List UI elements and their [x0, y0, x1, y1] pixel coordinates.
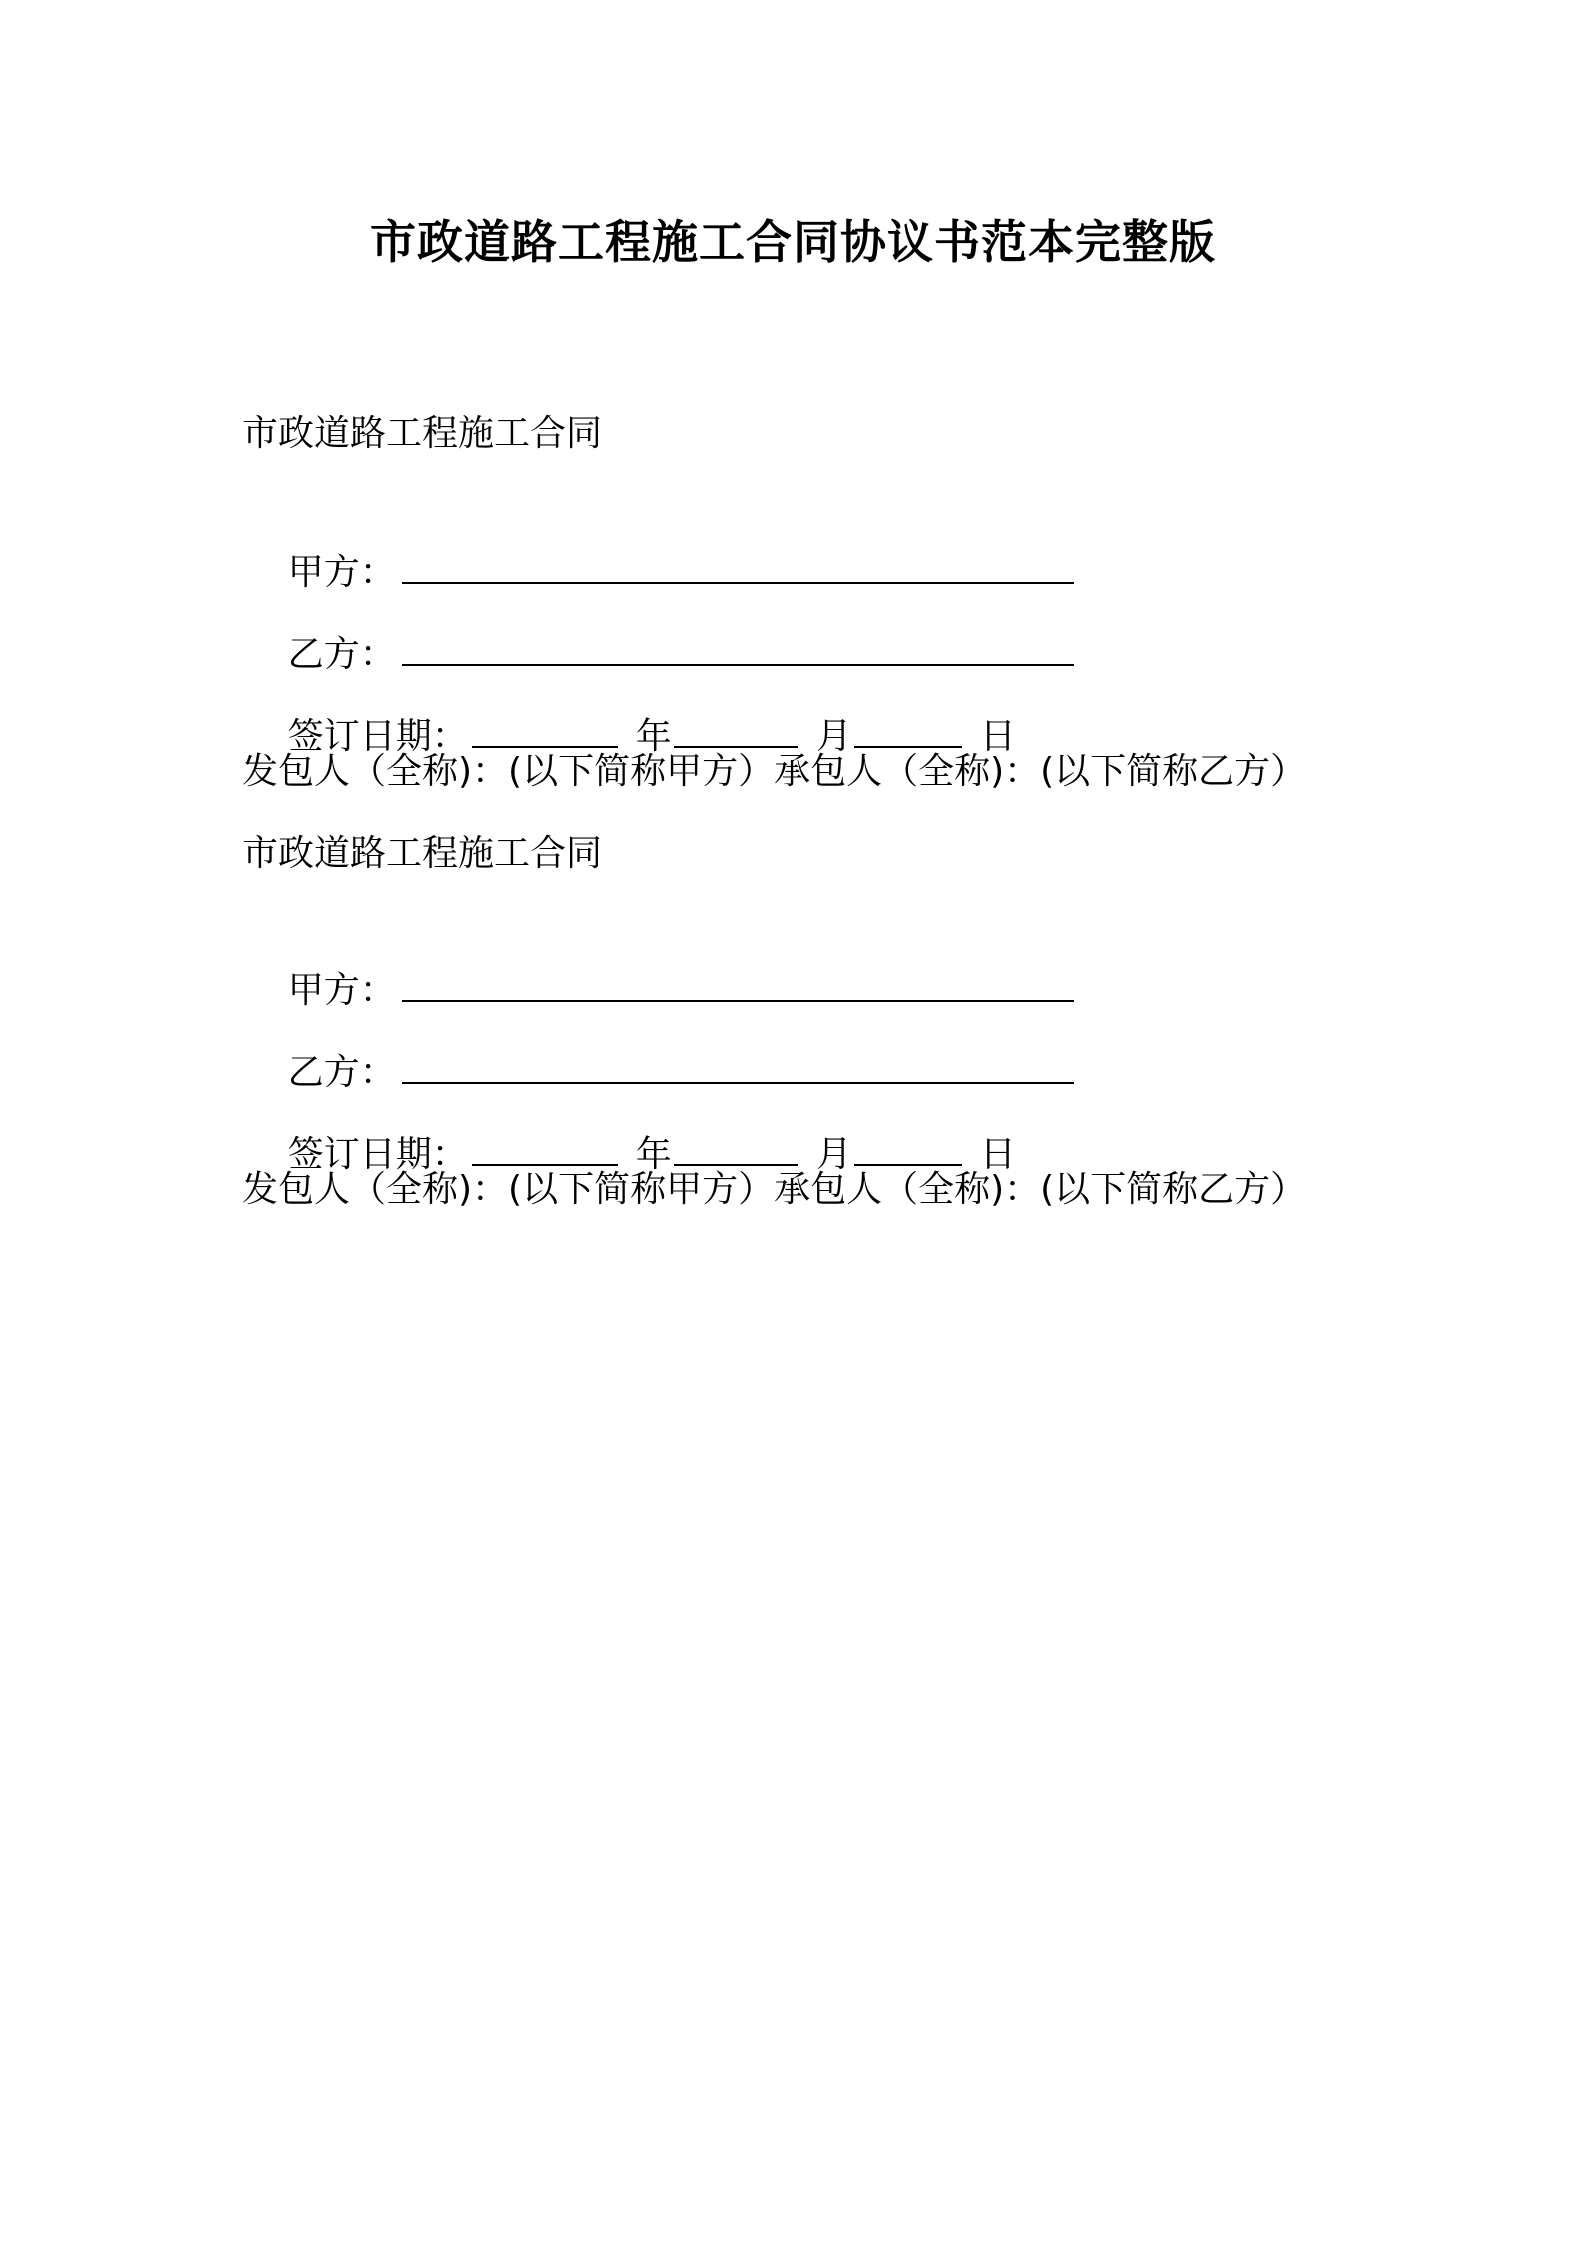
party-b-blank[interactable]: [402, 1048, 1074, 1084]
signing-date-label: 签订日期：: [287, 716, 468, 757]
day-label: 日: [979, 716, 1016, 757]
parties-line: 发包人（全称)：(以下简称甲方）承包人（全称)：(以下简称乙方）: [242, 751, 1307, 792]
day-blank[interactable]: [854, 712, 962, 748]
section-heading: 市政道路工程施工合同: [242, 833, 603, 874]
party-b-label: 乙方：: [287, 634, 396, 675]
month-blank[interactable]: [674, 712, 798, 748]
party-a-label: 甲方：: [287, 552, 396, 593]
day-blank[interactable]: [854, 1130, 962, 1166]
party-a-blank[interactable]: [402, 548, 1074, 584]
parties-line: 发包人（全称)：(以下简称甲方）承包人（全称)：(以下简称乙方）: [242, 1169, 1307, 1210]
year-blank[interactable]: [472, 712, 618, 748]
party-b-label: 乙方：: [287, 1052, 396, 1093]
month-label: 月: [815, 1134, 852, 1175]
month-label: 月: [815, 716, 852, 757]
year-label: 年: [635, 1134, 672, 1175]
year-label: 年: [635, 716, 672, 757]
party-a-label: 甲方：: [287, 970, 396, 1011]
party-b-blank[interactable]: [402, 630, 1074, 666]
party-a-blank[interactable]: [402, 966, 1074, 1002]
year-blank[interactable]: [472, 1130, 618, 1166]
day-label: 日: [979, 1134, 1016, 1175]
section-heading: 市政道路工程施工合同: [242, 413, 603, 454]
signing-date-label: 签订日期：: [287, 1134, 468, 1175]
month-blank[interactable]: [674, 1130, 798, 1166]
document-title: 市政道路工程施工合同协议书范本完整版: [370, 215, 1216, 269]
